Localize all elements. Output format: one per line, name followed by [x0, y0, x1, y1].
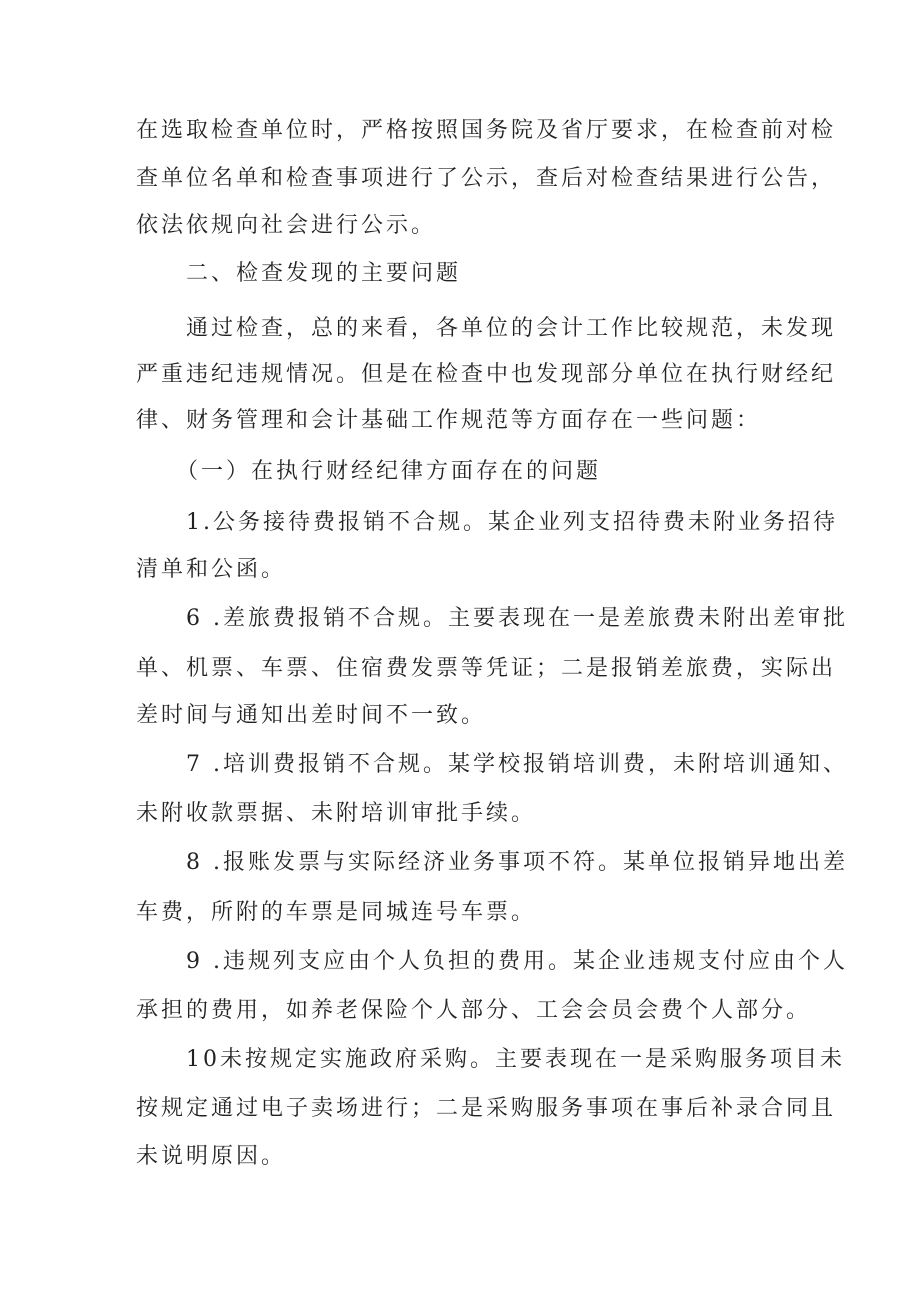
paragraph-3-line-1: 通过检查，总的来看，各单位的会计工作比较规范，未发现	[186, 316, 837, 341]
paragraph-3-line-3: 律、财务管理和会计基础工作规范等方面存在一些问题：	[136, 408, 762, 433]
subsection-heading: （一）在执行财经纪律方面存在的问题	[176, 459, 602, 484]
item-10-line-2: 按规定通过电子卖场进行；二是采购服务事项在事后补录合同且	[136, 1096, 837, 1121]
item-7-line-2: 未附收款票据、未附培训审批手续。	[136, 801, 537, 826]
paragraph-3-line-2: 严重违纪违规情况。但是在检查中也发现部分单位在执行财经纪	[136, 362, 837, 387]
paragraph-1-line-1: 在选取检查单位时，严格按照国务院及省厅要求，在检查前对检	[136, 118, 837, 143]
paragraph-1-line-3: 依法依规向社会进行公示。	[136, 213, 437, 238]
item-1-line-2: 清单和公函。	[136, 557, 287, 582]
item-6-line-3: 差时间与通知出差时间不一致。	[136, 703, 487, 728]
item-8-line-1: 8 .报账发票与实际经济业务事项不符。某单位报销异地出差	[186, 850, 848, 875]
item-6-line-1: 6 .差旅费报销不合规。主要表现在一是差旅费未附出差审批	[186, 606, 848, 631]
item-10-line-3: 未说明原因。	[136, 1144, 287, 1169]
item-7-line-1: 7 .培训费报销不合规。某学校报销培训费，未附培训通知、	[186, 752, 848, 777]
item-9-line-1: 9 .违规列支应由个人负担的费用。某企业违规支付应由个人	[186, 949, 848, 974]
item-1-line-1: 1.公务接待费报销不合规。某企业列支招待费未附业务招待	[186, 510, 838, 535]
item-10-line-1: 10未按规定实施政府采购。主要表现在一是采购服务项目未	[186, 1047, 845, 1072]
paragraph-1-line-2: 查单位名单和检查事项进行了公示，查后对检查结果进行公告，	[136, 166, 837, 191]
item-6-line-2: 单、机票、车票、住宿费发票等凭证；二是报销差旅费，实际出	[136, 656, 837, 681]
item-8-line-2: 车费，所附的车票是同城连号车票。	[136, 900, 537, 925]
item-9-line-2: 承担的费用，如养老保险个人部分、工会会员会费个人部分。	[136, 998, 812, 1023]
section-heading: 二、检查发现的主要问题	[186, 261, 462, 286]
